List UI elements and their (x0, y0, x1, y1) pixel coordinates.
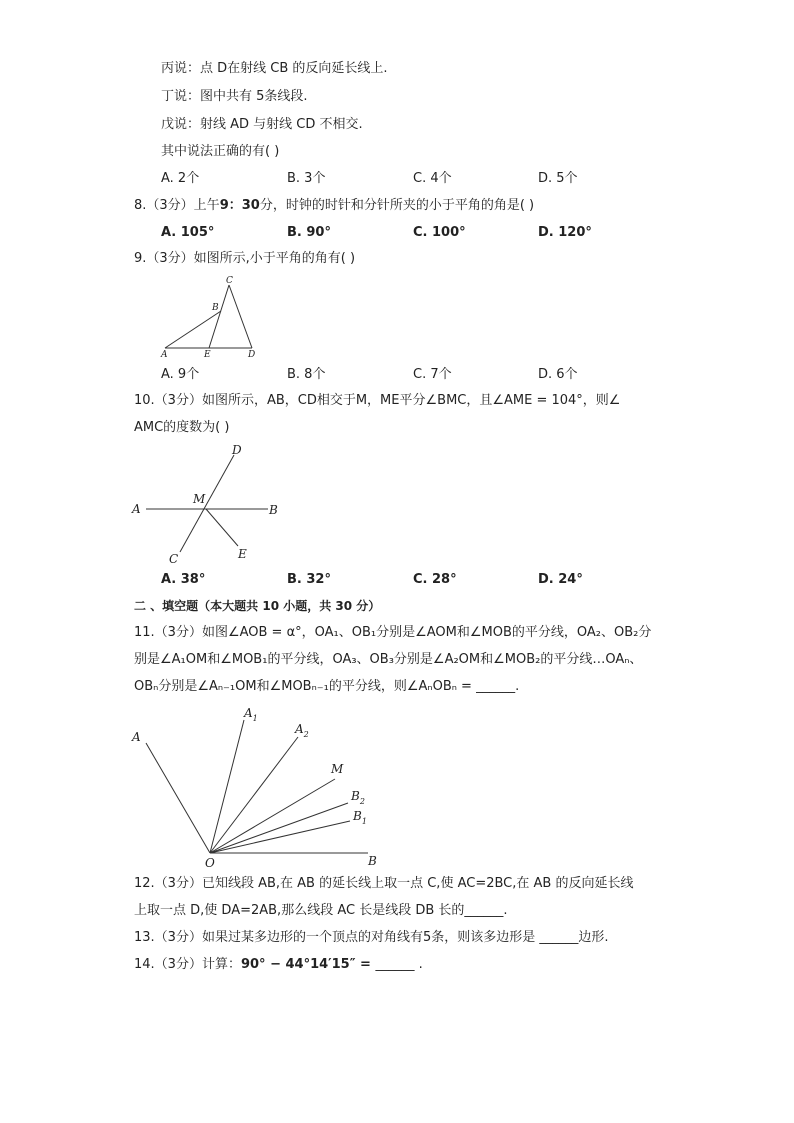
q11-label-b1: $B_1$ (353, 809, 367, 826)
q9-option-d: D. 6个 (538, 367, 578, 382)
statement-bing: 丙说：点 D在射线 CB 的反向延长线上. (161, 61, 388, 76)
statement-wu: 戊说：射线 AD 与射线 CD 不相交. (161, 117, 363, 132)
q8-time: 9：30 (219, 198, 260, 213)
q11-label-b: B (368, 854, 377, 868)
q11-label-a1: $A_1$ (244, 706, 258, 723)
question-9-stem: 9.（3分）如图所示,小于平角的角有( ) (134, 251, 356, 266)
q10-label-m: M (193, 492, 206, 506)
q9-option-c: C. 7个 (413, 367, 452, 382)
q11-ray-om (210, 779, 335, 853)
q11-angle-bisectors-figure (128, 703, 388, 868)
q10-label-a: A (132, 502, 141, 516)
q14-expression: 90° − 44°14′15″ = (240, 957, 376, 972)
q11-label-b2: $B_2$ (351, 789, 365, 806)
question-7-ask: 其中说法正确的有( ) (161, 144, 280, 159)
question-11-line2: 别是∠A₁OM和∠MOB₁的平分线，OA₃、OB₃分别是∠A₂OM和∠MOB₂的平分线…OAₙ、 (134, 652, 643, 667)
q9-option-b: B. 8个 (287, 367, 326, 382)
q10-label-e: E (238, 547, 247, 561)
q11-ray-ob2 (210, 803, 348, 853)
q7-option-b: B. 3个 (287, 171, 326, 186)
q10-option-b: B. 32° (287, 572, 331, 587)
q9-triangle-figure (155, 273, 275, 363)
q8-stem-suffix: 分，时钟的时针和分针所夹的小于平角的角是( ) (259, 198, 535, 213)
question-11-line1: 11.（3分）如图∠AOB = α°，OA₁、OB₁分别是∠AOM和∠MOB的平分线，OA₂、OB₂分 (134, 625, 652, 640)
q14-prefix: 14.（3分）计算： (134, 957, 241, 972)
q10-intersecting-lines-figure (130, 440, 300, 570)
q8-stem-prefix: 8.（3分）上午 (134, 198, 220, 213)
q10-line-cd (180, 455, 234, 552)
q9-label-c: C (226, 276, 233, 286)
q9-option-a: A. 9个 (161, 367, 200, 382)
question-12-line1: 12.（3分）已知线段 AB,在 AB 的延长线上取一点 C,使 AC=2BC,在 AB 的反向延长线 (134, 876, 634, 891)
q9-label-a: A (161, 350, 168, 360)
q10-label-c: C (169, 552, 179, 566)
q10-option-c: C. 28° (413, 572, 457, 587)
q8-option-a: A. 105° (161, 225, 215, 240)
q9-segment-cd (229, 285, 252, 348)
question-12-line2: 上取一点 D,使 DA=2AB,那么线段 AC 长是线段 DB 长的______. (134, 903, 508, 918)
q7-option-d: D. 5个 (538, 171, 578, 186)
question-11-line3: OBₙ分别是∠Aₙ₋₁OM和∠MOBₙ₋₁的平分线，则∠AₙOBₙ = ______. (134, 679, 520, 694)
q11-label-a: A (132, 730, 141, 744)
statement-ding: 丁说：图中共有 5条线段. (161, 89, 308, 104)
question-13: 13.（3分）如果过某多边形的一个顶点的对角线有5条，则该多边形是 ______边形. (134, 930, 609, 945)
q10-label-b: B (269, 503, 278, 517)
q11-label-m: M (331, 762, 344, 776)
q7-option-a: A. 2个 (161, 171, 200, 186)
q8-option-d: D. 120° (538, 225, 592, 240)
q7-option-c: C. 4个 (413, 171, 452, 186)
q8-option-c: C. 100° (413, 225, 466, 240)
question-10-stem-line2: AMC的度数为( ) (134, 420, 230, 435)
q9-segment-ab (165, 311, 221, 348)
q10-option-d: D. 24° (538, 572, 583, 587)
q8-option-b: B. 90° (287, 225, 331, 240)
q11-label-o: O (205, 856, 215, 870)
section-2-heading: 二 、填空题（本大题共 10 小题，共 30 分） (134, 599, 381, 613)
q11-label-a2: $A_2$ (295, 722, 309, 739)
q9-label-d: D (248, 350, 256, 360)
q10-label-d: D (232, 443, 242, 457)
q10-option-a: A. 38° (161, 572, 206, 587)
q11-ray-oa (146, 743, 210, 853)
q9-label-b: B (212, 303, 219, 313)
q14-answer-blank: ______ (375, 957, 415, 972)
question-8-stem (134, 197, 534, 215)
q10-ray-me (206, 509, 238, 546)
q11-ray-oa1 (210, 720, 244, 853)
q14-end: . (414, 957, 423, 972)
question-14 (134, 956, 423, 974)
q9-label-e: E (204, 350, 211, 360)
question-10-stem-line1: 10.（3分）如图所示，AB，CD相交于M，ME平分∠BMC，且∠AME = 104°，则∠ (134, 393, 621, 408)
